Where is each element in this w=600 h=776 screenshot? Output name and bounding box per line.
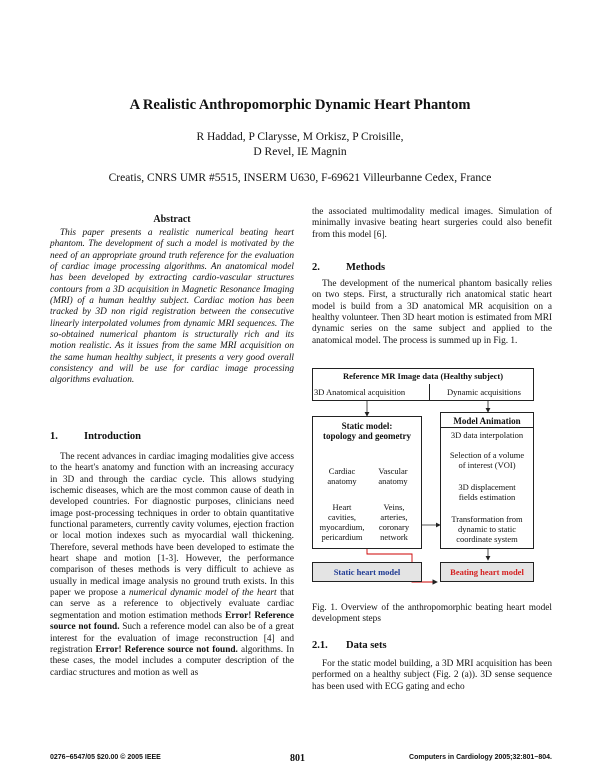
trans-line-1: Transformation from [451,514,523,524]
section-2-1-heading [312,640,387,651]
disp-line-1: 3D displacement [458,482,516,492]
affiliation: Creatis, CNRS UMR #5515, INSERM U630, F-69621 Villeurbanne Cedex, France [108,172,492,184]
authors [0,130,600,160]
intro-italic: numerical dynamic model of the heart [129,588,277,599]
voi-selection [440,450,534,470]
voi-line-2: of interest (VOI) [458,460,516,470]
animation-title-divider [440,427,534,428]
cardiac-line-2: anatomy [327,476,357,486]
veins-line-1: Veins, [383,502,405,512]
beating-heart-label: Beating heart model [450,567,524,577]
disp-line-2: fields estimation [458,492,516,502]
veins-line-4: network [380,532,408,542]
abstract-heading: Abstract [153,214,191,225]
heart-structures [314,502,370,542]
section-1-title: Introduction [84,431,141,442]
authors-line-2: D Revel, IE Magnin [253,146,347,158]
section-1-number: 1. [50,431,58,442]
journal-footer: Computers in Cardiology 2005;32:801−804. [409,754,552,761]
veins-line-3: coronary [378,522,410,532]
intro-text-1: The recent advances in cardiac imaging modalities give access to the heart's anatomy and function with an increasing accuracy in 3D and through the cardiac cycle. This allows studying ischemic diseases, which are the most common cause of death in developed countries. For diagnostic purposes, clinicians need image post-processing techniques in order to obtain quantitative functional parameters, currently cavity volumes, ejection fraction or local motion indexes such as myocardial wall thickening. Therefore, several methods have been developed to estimate the heart shape and motion [1-3]. However, the performance comparison of theses methods is very difficult to achieve as usually in medical image analysis no ground truth exists. In this paper we propose a [50,452,294,599]
continued-text: the associated multimodality medical images. Simulation of minimally invasive beating heart surgeries could also benefit from this model [6]. [312,207,552,240]
datasets-body [312,659,552,693]
reference-error-1: Error! Reference source not found. [50,610,294,633]
methods-paragraph: The development of the numerical phantom basically relies on two steps. First, a structurally rich anatomical static heart model is build from a 3D anatomical MR acquisition on a healthy volunteer. Then 3D heart motion is estimated from MRI dynamic series on the same subject and applied to the anatomical model. The process is summed up in Fig. 1. [312,279,552,346]
heart-line-1: Heart [332,502,352,512]
cardiac-anatomy [316,466,368,486]
intro-text-4: algorithms. In these cases, the model includes a computer description of the cardiac structures and motion as well as [50,644,294,678]
page-number: 801 [290,753,305,764]
authors-line-1: R Haddad, P Clarysse, M Orkisz, P Croisille, [196,131,404,143]
static-model-line-1: Static model: [341,421,393,431]
veins-line-2: arteries, [380,512,408,522]
vascular-line-1: Vascular [378,466,408,476]
section-1-heading [50,431,141,442]
vascular-anatomy [368,466,418,486]
caption-text: Fig. 1. Overview of the anthropomorphic beating heart model development steps [312,603,552,625]
static-model-title [312,421,422,441]
static-model-line-2: topology and geometry [323,431,411,441]
abstract [50,228,294,387]
section-2-1-number: 2.1. [312,640,328,651]
heart-line-3: myocardium, [319,522,365,532]
data-interpolation: 3D data interpolation [450,430,524,440]
heart-line-2: cavities, [327,512,357,522]
copyright-footer: 0276−6547/05 $20.00 © 2005 IEEE [50,754,161,761]
figure-1-caption [312,603,552,626]
intro-paragraph [50,452,294,679]
heart-line-4: pericardium [321,532,363,542]
cardiac-line-1: Cardiac [328,466,356,476]
methods-body [312,279,552,347]
model-animation-title: Model Animation [453,416,521,426]
trans-line-2: dynamic to static [457,524,517,534]
right-column-top [312,207,552,241]
reference-mr-box [312,368,534,384]
abstract-text: This paper presents a realistic numerical beating heart phantom. The development of such a model is motivated by the need of an appropriate ground truth reference for the evaluation of cardiac image processing algorithms. An anatomical model has been developed by extracting cardio-vascular structures contours from a 3D acquisition in Magnetic Resonance Imaging (MRI) of a human healthy subject. Cardiac motion has been tracked by 3D non rigid registration between the consecutive linearly interpolated volumes from dynamic MRI sequences. The so-obtained numerical phantom is structurally rich and its motion realistic. As it issues from the same MRI acquisition on the same human healthy subject, it presents a very good overall consistency and will be use for cardiac image processing algorithms evaluation. [50,228,294,386]
beating-heart-model-box [440,562,534,582]
intro-text-2: that can serve as a reference to objectively evaluate cardiac segmentation and motion estimation methods [50,588,295,621]
section-2-1-title: Data sets [346,640,387,651]
acq-divider [429,384,430,401]
datasets-paragraph: For the static model building, a 3D MRI acquisition has been performed on a healthy subject (Fig. 2 (a)). 3D sense sequence has been used with ECG gating and echo [312,659,552,692]
dynamic-acquisitions: Dynamic acquisitions [447,387,521,397]
figure-1 [312,368,534,598]
vascular-structures [370,502,418,542]
paper-title: A Realistic Anthropomorphic Dynamic Heart Phantom [129,97,471,113]
vascular-line-2: anatomy [378,476,408,486]
reference-error-2: Error! Reference source not found. [95,644,238,655]
introduction-body [50,452,294,679]
reference-mr-title: Reference MR Image data (Healthy subject) [342,371,504,381]
intro-text-3: Such a reference model can also be of a great interest for the evaluation of image reconstruction [4] and registration [50,622,294,655]
displacement-estimation [440,482,534,502]
voi-line-1: Selection of a volume [449,450,525,460]
trans-line-3: coordinate system [456,534,518,544]
section-2-title: Methods [346,262,386,273]
coordinate-transformation [440,514,534,544]
static-heart-model-box [312,562,422,582]
anatomical-acquisition: 3D Anatomical acquisition [314,387,406,397]
section-2-number: 2. [312,262,320,273]
section-2-heading [312,262,385,273]
static-heart-label: Static heart model [333,567,401,577]
